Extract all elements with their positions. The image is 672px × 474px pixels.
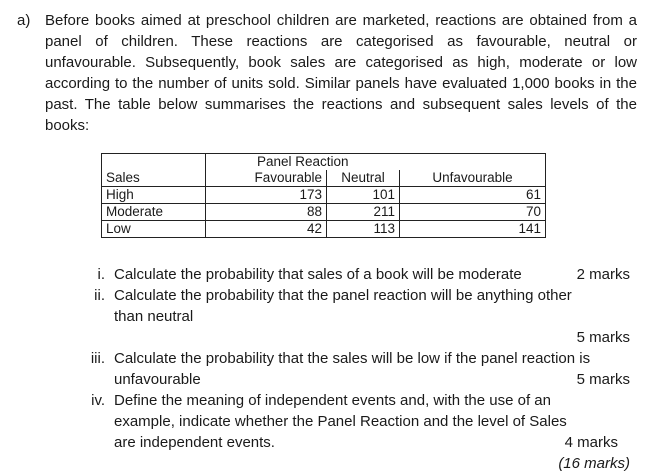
table-cell: 88	[206, 204, 327, 221]
column-header-neutral: Neutral	[327, 170, 400, 187]
question-marks: 5 marks	[576, 329, 630, 346]
question-number: iv.	[91, 392, 105, 409]
question-text: Calculate the probability that the sales will be low if the panel reaction is	[114, 350, 591, 367]
table-column-header-row	[102, 170, 546, 187]
row-label: Moderate	[102, 204, 206, 221]
table-cell: 101	[327, 187, 400, 204]
question-text: are independent events.	[114, 434, 275, 451]
question-item	[80, 264, 630, 285]
question-text: example, indicate whether the Panel Reaction and the level of Sales	[114, 413, 567, 430]
table-cell: 211	[327, 204, 400, 221]
question-number: iii.	[90, 350, 105, 367]
question-item	[80, 348, 630, 390]
question-text: than neutral	[114, 308, 194, 325]
table-cell: 141	[400, 221, 546, 238]
question-marks: 2 marks	[576, 266, 630, 283]
panel-reaction-header: Panel Reaction	[206, 154, 400, 171]
table-header-row	[102, 154, 546, 171]
table-header-spacer	[400, 154, 546, 171]
table-cell: 113	[327, 221, 400, 238]
table-corner-cell	[102, 154, 206, 171]
table-cell: 70	[400, 204, 546, 221]
question-number: ii.	[94, 287, 105, 304]
sales-reaction-table	[101, 153, 546, 238]
row-label: High	[102, 187, 206, 204]
table-cell: 42	[206, 221, 327, 238]
table-row	[102, 204, 546, 221]
table-row	[102, 221, 546, 238]
table-cell: 61	[400, 187, 546, 204]
column-header-unfavourable: Unfavourable	[400, 170, 546, 187]
question-text: Calculate the probability that the panel reaction will be anything other	[114, 287, 572, 304]
intro-paragraph: Before books aimed at preschool children are marketed, reactions are obtained from a panel of children. These reactions are categorised as favourable, neutral or unfavourable. Subsequently, book sales are categorised as high, moderate or low according to the number of units sold. Similar panels have evaluated 1,000 books in the past. The table below summarises the reactions and subsequent sales levels of the books:	[45, 12, 637, 134]
question-item	[80, 285, 630, 348]
question-text: Calculate the probability that sales of a book will be moderate	[114, 266, 522, 283]
question-list	[80, 264, 630, 474]
question-marks: 5 marks	[576, 371, 630, 388]
table-row	[102, 187, 546, 204]
row-header-sales: Sales	[102, 170, 206, 187]
total-marks: (16 marks)	[558, 455, 630, 472]
table-cell: 173	[206, 187, 327, 204]
question-number: i.	[97, 266, 105, 283]
column-header-favourable: Favourable	[206, 170, 327, 187]
row-label: Low	[102, 221, 206, 238]
question-label: a)	[17, 12, 31, 29]
question-text: Define the meaning of independent events and, with the use of an	[114, 392, 551, 409]
question-text: unfavourable	[114, 371, 201, 388]
question-item	[80, 390, 630, 453]
question-marks: 4 marks	[564, 434, 618, 451]
